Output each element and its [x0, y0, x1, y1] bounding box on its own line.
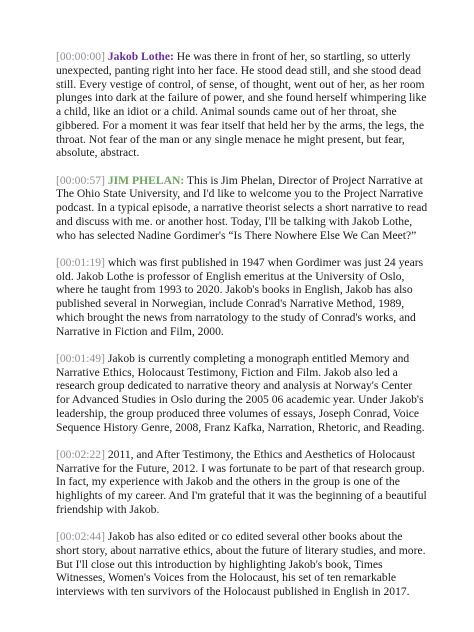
paragraph-text: Jakob is currently completing a monograph entitled Memory and Narrative Ethics, Holocaust Testimony, Fiction and Film. Jakob also led a research group dedicated to narrative theory and analysis at Norway's Center for Advanced Studies in Oslo during the 2005 06 academic year. Under Jakob's leadership, the group produced three volumes of essays, Joseph Conrad, Voice Sequence History Genre, 2008, Franz Kafka, Narration, Rhetoric, and Reading. [56, 351, 425, 434]
transcript-page [56, 50, 428, 612]
speaker-name: JIM PHELAN: [107, 173, 185, 187]
timestamp: [00:01:19] [56, 255, 105, 269]
timestamp: [00:02:44] [56, 530, 105, 543]
timestamp: [00:00:57] [56, 173, 105, 187]
paragraph-text: which was first published in 1947 when Gordimer was just 24 years old. Jakob Lothe is professor of English emeritus at the University of Oslo, where he taught from 1993 to 2020. Jakob's books in English, Jakob has also published several in Norwegian, include Conrad's Narrative Method, 1989, which brought the news from narratology to the study of Conrad's works, and Narrative in Fiction and Film, 2000. [56, 255, 424, 338]
paragraph-text: He was there in front of her, so startling, so utterly unexpected, panting right into her face. He stood dead still, and she stood dead still. Every vestige of control, of sense, of thought, went out of her, as her room plunges into dark at the failure of power, and she found herself whimpering like a child, like an idiot or a child. Animal sounds came out of her throat, she gibbered. For a moment it was fear itself that held her by the arms, the legs, the throat. Not fear of the man or any single menace he might present, but fear, absolute, abstract. [56, 50, 427, 160]
transcript-paragraph [56, 174, 428, 243]
speaker-name: Jakob Lothe: [107, 50, 174, 63]
timestamp: [00:02:22] [56, 447, 105, 461]
paragraph-text: This is Jim Phelan, Director of Project Narrative at The Ohio State University, and I'd like to welcome you to the Project Narrative podcast. In a typical episode, a narrative theorist selects a short narrative to read and discuss with me. or another host. Today, I'll be talking with Jakob Lothe, who has selected Nadine Gordimer's “Is There Nowhere Else We Can Meet?” [56, 173, 428, 242]
paragraph-text: 2011, and After Testimony, the Ethics and Aesthetics of Holocaust Narrative for the Future, 2012. I was fortunate to be part of that research group. In fact, my experience with Jakob and the others in the group is one of the highlights of my career. And I'm grateful that it was the beginning of a beautiful friendship with Jakob. [56, 447, 427, 516]
transcript-paragraph [56, 256, 428, 339]
transcript-paragraph [56, 50, 428, 160]
timestamp: [00:00:00] [56, 50, 105, 63]
timestamp: [00:01:49] [56, 351, 105, 365]
transcript-paragraph [56, 352, 428, 435]
transcript-paragraph [56, 530, 428, 599]
paragraph-text: Jakob has also edited or co edited several other books about the short story, about narrative ethics, about the future of literary studies, and more. But I'll close out this introduction by highlighting Jakob's book, Times Witnesses, Women's Voices from the Holocaust, his set of ten remarkable interviews with ten survivors of the Holocaust published in English in 2017. [56, 530, 426, 598]
transcript-paragraph [56, 448, 428, 517]
